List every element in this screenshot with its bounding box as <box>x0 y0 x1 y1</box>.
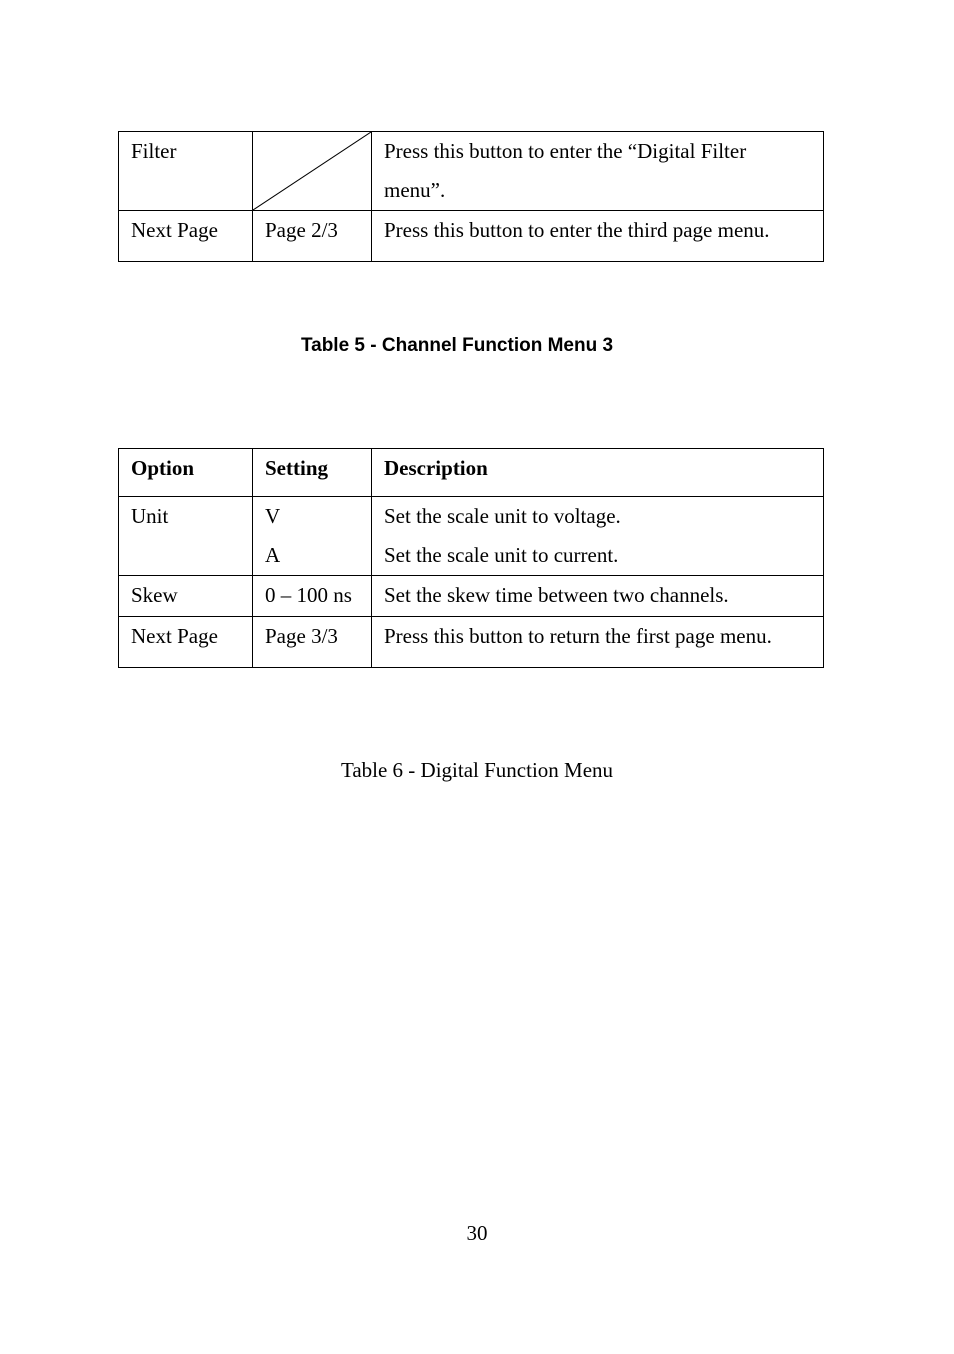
setting-cell <box>253 497 372 576</box>
description-cell <box>372 211 824 262</box>
description-cell <box>372 617 824 668</box>
channel-function-menu-3-table <box>118 448 824 668</box>
option-cell: Next Page <box>119 617 253 668</box>
table-row <box>119 211 824 262</box>
table-header-row <box>119 449 824 497</box>
diagonal-line <box>253 132 371 210</box>
setting-line: A <box>265 543 281 567</box>
option-cell: Next Page <box>119 211 253 262</box>
description-cell <box>372 132 824 211</box>
option-cell: Filter <box>119 132 253 211</box>
description-cell <box>372 497 824 576</box>
description-line: Set the scale unit to current. <box>384 543 619 567</box>
setting-cell <box>253 617 372 668</box>
column-header-setting: Setting <box>253 449 372 497</box>
description-line: Press this button to enter the third page menu. <box>384 218 770 242</box>
setting-line: 0 – 100 ns <box>265 583 352 607</box>
column-header-option: Option <box>119 449 253 497</box>
page-number: 30 <box>466 1221 488 1245</box>
description-line: Set the scale unit to voltage. <box>384 504 621 528</box>
description-line: menu”. <box>384 178 446 202</box>
description-line: Press this button to return the first page menu. <box>384 624 772 648</box>
channel-menu-page2-table <box>118 131 824 262</box>
setting-cell <box>253 576 372 617</box>
description-line: Set the skew time between two channels. <box>384 583 729 607</box>
setting-cell-empty-diagonal <box>253 132 372 211</box>
table-row <box>119 132 824 211</box>
setting-cell: Page 2/3 <box>253 211 372 262</box>
setting-line: Page 3/3 <box>265 624 338 648</box>
setting-line: V <box>265 504 281 528</box>
table-row <box>119 497 824 576</box>
description-cell <box>372 576 824 617</box>
table-caption: Table 5 - Channel Function Menu 3 <box>300 335 614 356</box>
table-row <box>119 617 824 668</box>
option-cell: Skew <box>119 576 253 617</box>
table-row <box>119 576 824 617</box>
table-caption: Table 6 - Digital Function Menu <box>340 758 614 782</box>
description-line: Press this button to enter the “Digital Filter <box>384 139 747 163</box>
option-cell: Unit <box>119 497 253 576</box>
column-header-description: Description <box>372 449 824 497</box>
